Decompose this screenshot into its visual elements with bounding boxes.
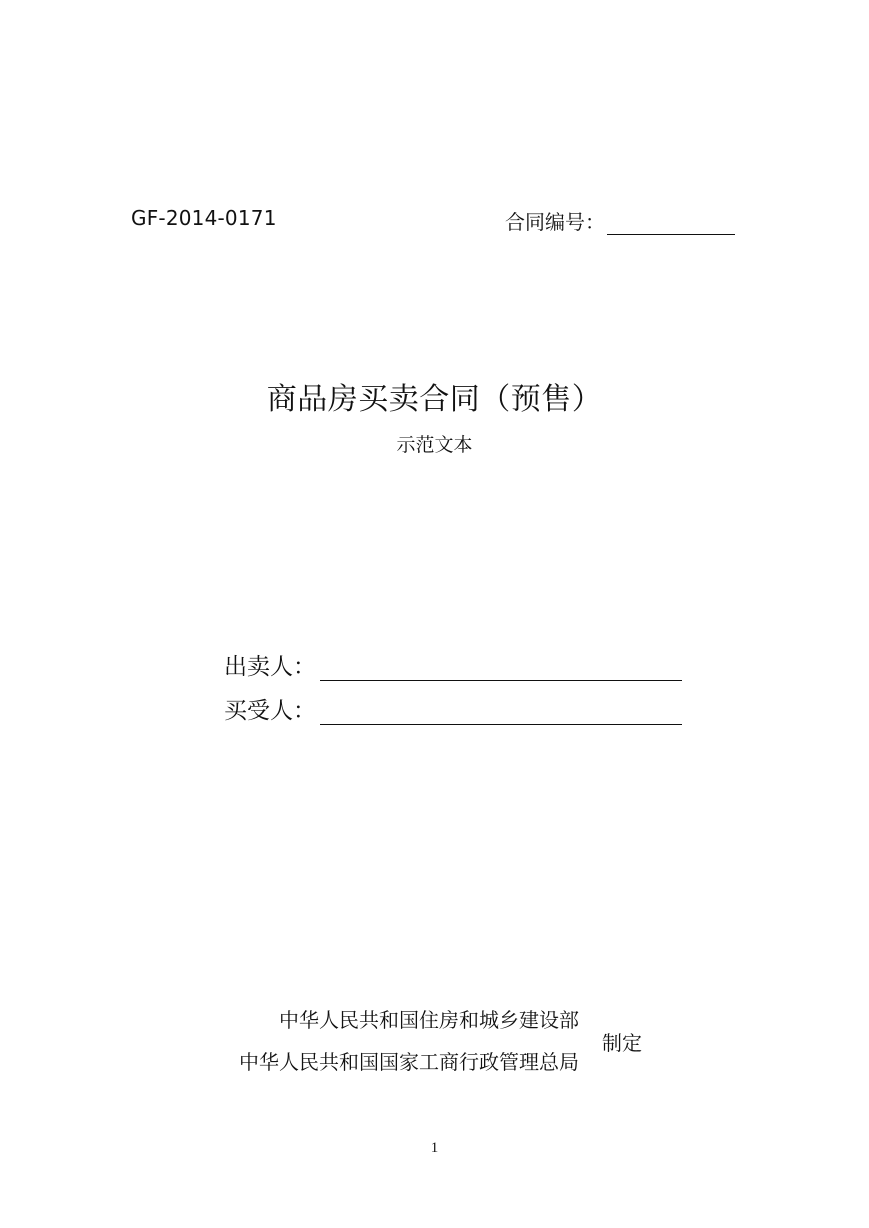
issuer-line-2: 中华人民共和国国家工商行政管理总局: [239, 1050, 579, 1074]
page-number: 1: [430, 1140, 439, 1156]
issuer-line-1: 中华人民共和国住房和城乡建设部: [279, 1008, 579, 1032]
seller-field: [224, 648, 682, 681]
contract-number-label: 合同编号：: [505, 210, 605, 234]
seller-label: 出卖人：: [224, 654, 316, 680]
buyer-field: [224, 692, 682, 725]
contract-number-blank-line: [607, 210, 735, 235]
buyer-blank-line: [320, 696, 682, 725]
seller-blank-line: [320, 652, 682, 681]
document-title: 商品房买卖合同（预售）: [266, 382, 603, 417]
issuer-suffix: 制定: [602, 1031, 642, 1055]
contract-number-field: [505, 206, 735, 235]
document-subtitle: 示范文本: [396, 434, 473, 456]
buyer-label: 买受人：: [224, 698, 316, 724]
document-code: GF-2014-0171: [131, 206, 277, 230]
